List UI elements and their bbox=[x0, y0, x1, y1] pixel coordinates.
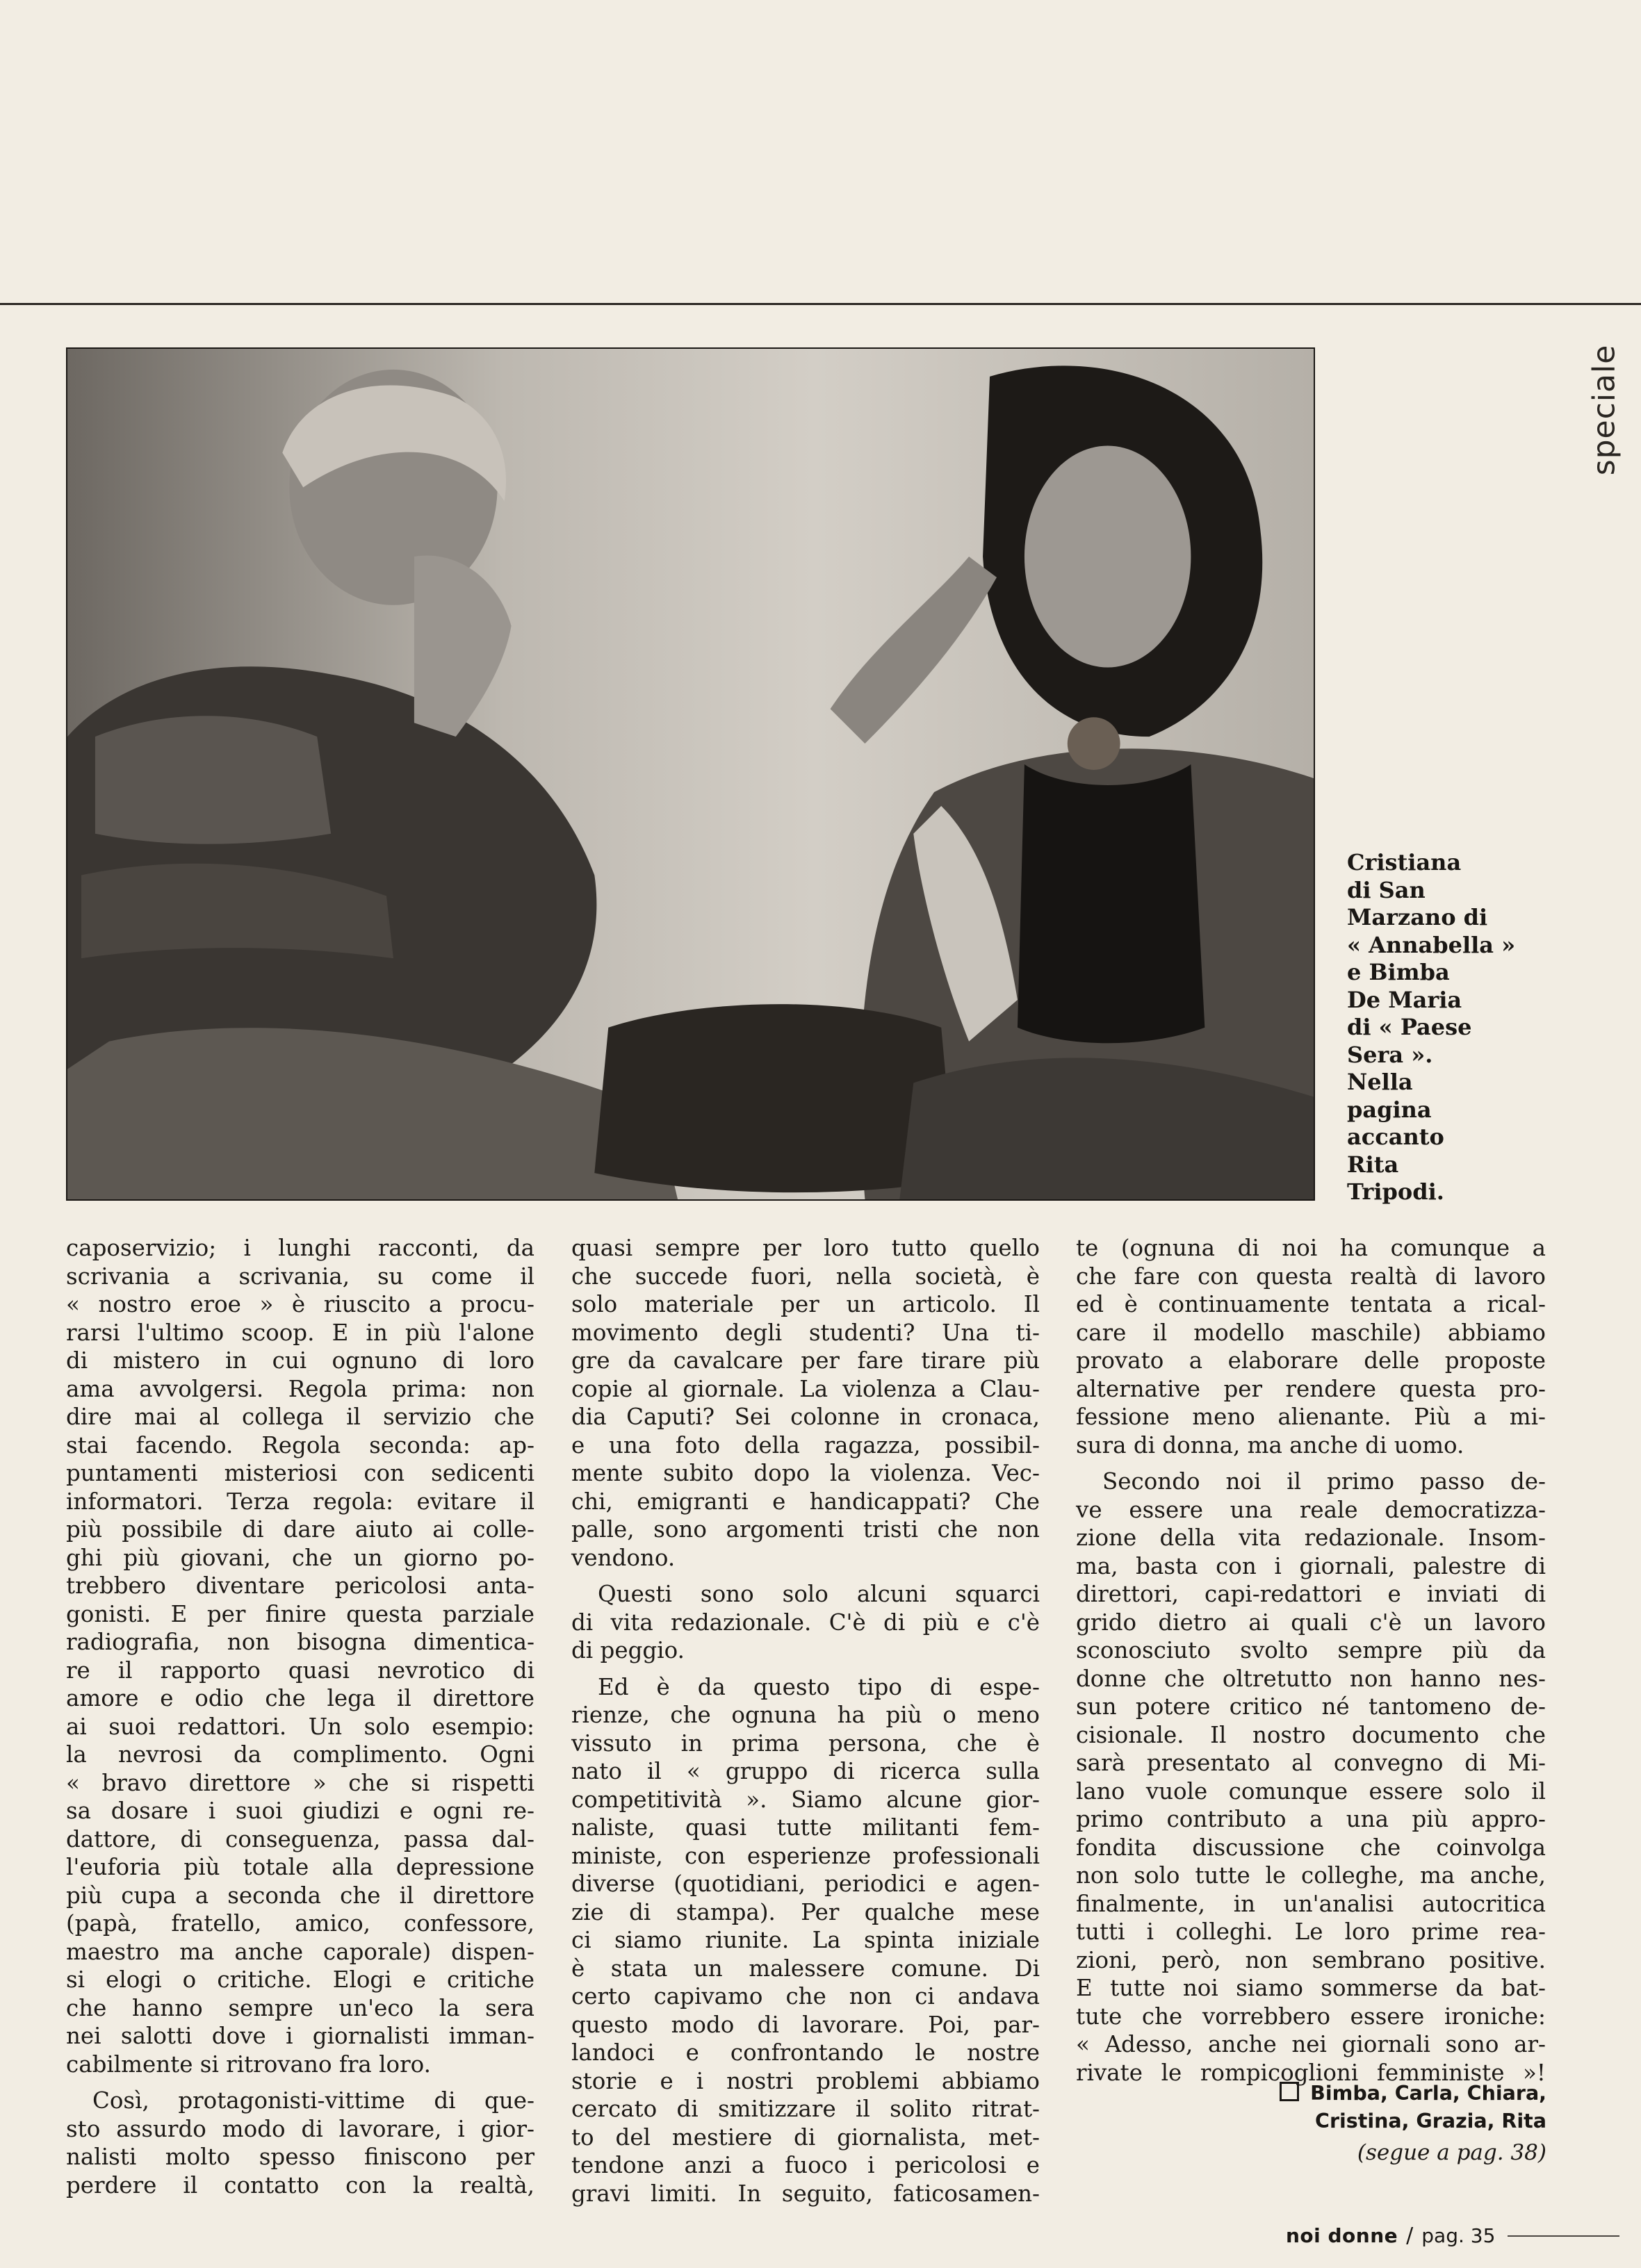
text-line: E tutte noi siamo sommerse da bat- bbox=[1076, 1975, 1546, 2001]
text-line: la nevrosi da complimento. Ogni bbox=[66, 1741, 534, 1768]
article-column-2 bbox=[571, 1234, 1040, 2208]
text-line: sura di donna, ma anche di uomo. bbox=[1076, 1431, 1464, 1458]
text-line: cisionale. Il nostro documento che bbox=[1076, 1721, 1546, 1748]
text-line: dia Caputi? Sei colonne in cronaca, bbox=[571, 1404, 1040, 1430]
section-label bbox=[1583, 299, 1625, 521]
text-line: puntamenti misteriosi con sedicenti bbox=[66, 1460, 534, 1486]
caption-line: Nella bbox=[1347, 1069, 1413, 1095]
text-line: fondita discussione che coinvolga bbox=[1076, 1834, 1546, 1861]
text-line: ai suoi redattori. Un solo esempio: bbox=[66, 1713, 534, 1740]
text-line: scrivania a scrivania, su come il bbox=[66, 1263, 534, 1290]
text-line: Così, protagonisti-vittime di que- bbox=[92, 2087, 534, 2114]
text-line: nato il « gruppo di ricerca sulla bbox=[571, 1758, 1040, 1784]
photo bbox=[66, 347, 1315, 1201]
text-line: stai facendo. Regola seconda: ap- bbox=[66, 1431, 534, 1458]
text-line: alternative per rendere questa pro- bbox=[1076, 1375, 1546, 1402]
text-line: amore e odio che lega il direttore bbox=[66, 1685, 534, 1711]
text-line: finalmente, in un'analisi autocritica bbox=[1076, 1890, 1546, 1917]
text-line: dattore, di conseguenza, passa dal- bbox=[66, 1825, 534, 1852]
text-line: gre da cavalcare per fare tirare più bbox=[571, 1347, 1040, 1374]
text-line: ci siamo riunite. La spinta iniziale bbox=[571, 1927, 1040, 1953]
text-line: nei salotti dove i giornalisti imman- bbox=[66, 2023, 534, 2049]
text-line: vendono. bbox=[571, 1544, 676, 1571]
text-line: di peggio. bbox=[571, 1637, 685, 1663]
text-line: dire mai al collega il servizio che bbox=[66, 1404, 534, 1430]
caption-line: e Bimba bbox=[1347, 959, 1450, 985]
caption-line: Tripodi. bbox=[1347, 1178, 1444, 1205]
text-line: tutti i colleghi. Le loro prime rea- bbox=[1076, 1918, 1546, 1945]
text-line: che fare con questa realtà di lavoro bbox=[1076, 1263, 1546, 1290]
text-line: gonisti. E per finire questa parziale bbox=[66, 1600, 534, 1627]
article-signature bbox=[1248, 2080, 1546, 2135]
text-line: Secondo noi il primo passo de- bbox=[1102, 1468, 1546, 1495]
text-line: di vita redazionale. C'è di più e c'è bbox=[571, 1609, 1040, 1636]
text-line: ma, basta con i giornali, palestre di bbox=[1076, 1552, 1546, 1579]
text-line: non solo tutte le colleghe, ma anche, bbox=[1076, 1862, 1546, 1889]
photo-two-women-talking-icon bbox=[67, 349, 1314, 1199]
end-square-icon bbox=[1280, 2082, 1299, 2101]
text-line: ve essere una reale democratizza- bbox=[1076, 1496, 1546, 1523]
text-line: di mistero in cui ognuno di loro bbox=[66, 1347, 534, 1374]
text-line: sa dosare i suoi giudizi e ogni re- bbox=[66, 1798, 534, 1824]
text-line: palle, sono argomenti tristi che non bbox=[571, 1516, 1040, 1543]
text-line: ama avvolgersi. Regola prima: non bbox=[66, 1375, 534, 1402]
text-line: storie e i nostri problemi abbiamo bbox=[571, 2067, 1040, 2094]
text-line: che hanno sempre un'eco la sera bbox=[66, 1994, 534, 2021]
text-line: cercato di smitizzare il solito ritrat- bbox=[571, 2096, 1040, 2122]
text-line: rarsi l'ultimo scoop. E in più l'alone bbox=[66, 1319, 534, 1346]
text-line: primo contributo a una più appro- bbox=[1076, 1806, 1546, 1832]
signature-line-1 bbox=[1248, 2080, 1546, 2107]
text-line: più possibile di dare aiuto ai colle- bbox=[66, 1516, 534, 1543]
caption-line: Rita bbox=[1347, 1151, 1399, 1178]
text-line: maestro ma anche caporale) dispen- bbox=[66, 1938, 534, 1965]
text-line: (papà, fratello, amico, confessore, bbox=[66, 1910, 534, 1937]
text-line: quasi sempre per loro tutto quello bbox=[571, 1235, 1040, 1261]
text-line: sconosciuto svolto sempre più da bbox=[1076, 1637, 1546, 1663]
text-line: direttori, capi-redattori e inviati di bbox=[1076, 1581, 1546, 1607]
text-line: fessione meno alienante. Più a mi- bbox=[1076, 1404, 1546, 1430]
text-line: « Adesso, anche nei giornali sono ar- bbox=[1076, 2031, 1546, 2057]
text-line: cabilmente si ritrovano fra loro. bbox=[66, 2051, 431, 2078]
text-line: lano vuole comunque essere solo il bbox=[1076, 1777, 1546, 1805]
text-line: ghi più giovani, che un giorno po- bbox=[66, 1544, 534, 1571]
caption-line: De Maria bbox=[1347, 986, 1462, 1013]
continued-note: (segue a pag. 38) bbox=[1357, 2140, 1546, 2165]
text-line: re il rapporto quasi nevrotico di bbox=[66, 1657, 534, 1684]
text-line: competitività ». Siamo alcune gior- bbox=[571, 1786, 1040, 1813]
caption-line: Marzano di bbox=[1347, 904, 1488, 930]
page-number: pag. 35 bbox=[1421, 2224, 1496, 2247]
text-line: mente subito dopo la violenza. Vec- bbox=[571, 1460, 1040, 1486]
text-line: ministe, con esperienze professionali bbox=[571, 1842, 1040, 1869]
top-rule bbox=[0, 303, 1641, 305]
text-line: sto assurdo modo di lavorare, i gior- bbox=[66, 2115, 534, 2142]
signature-names-1: Bimba, Carla, Chiara, bbox=[1310, 2082, 1546, 2105]
text-line: è stata un malessere comune. Di bbox=[571, 1955, 1040, 1982]
text-line: l'euforia più totale alla depressione bbox=[66, 1854, 534, 1880]
text-line: landoci e confrontando le nostre bbox=[571, 2039, 1040, 2066]
text-line: più cupa a seconda che il direttore bbox=[66, 1882, 534, 1909]
text-line: Questi sono solo alcuni squarci bbox=[598, 1581, 1040, 1607]
text-line: diverse (quotidiani, periodici e agen- bbox=[571, 1871, 1040, 1897]
text-line: caposervizio; i lunghi racconti, da bbox=[66, 1235, 534, 1261]
text-line: provato a elaborare delle proposte bbox=[1076, 1347, 1546, 1374]
text-line: zioni, però, non sembrano positive. bbox=[1076, 1946, 1546, 1973]
caption-line: pagina bbox=[1347, 1096, 1432, 1123]
text-line: tendone anzi a fuoco i pericolosi e bbox=[571, 2152, 1040, 2178]
footer-rule bbox=[1508, 2235, 1619, 2237]
text-line: perdere il contatto con la realtà, bbox=[66, 2171, 534, 2199]
text-line: ed è continuamente tentata a rical- bbox=[1076, 1291, 1546, 1317]
text-line: sarà presentato al convegno di Mi- bbox=[1076, 1750, 1546, 1776]
footer-slash: / bbox=[1406, 2224, 1414, 2248]
text-line: si elogi o critiche. Elogi e critiche bbox=[66, 1966, 534, 1993]
signature-names-2: Cristina, Grazia, Rita bbox=[1315, 2110, 1546, 2133]
caption-line: Sera ». bbox=[1347, 1041, 1433, 1068]
photo-caption bbox=[1347, 849, 1556, 1206]
page-footer bbox=[1286, 2224, 1619, 2248]
text-line: naliste, quasi tutte militanti fem- bbox=[571, 1814, 1040, 1841]
caption-line: « Annabella » bbox=[1347, 931, 1516, 958]
text-line: certo capivamo che non ci andava bbox=[571, 1983, 1040, 2010]
text-line: care il modello maschile) abbiamo bbox=[1076, 1319, 1546, 1346]
text-line: trebbero diventare pericolosi anta- bbox=[66, 1572, 534, 1599]
article-column-1 bbox=[66, 1234, 534, 2199]
text-line: donne che oltretutto non hanno nes- bbox=[1076, 1665, 1546, 1692]
text-line: informatori. Terza regola: evitare il bbox=[66, 1488, 534, 1515]
caption-line: di « Paese bbox=[1347, 1014, 1472, 1040]
text-line: solo materiale per un articolo. Il bbox=[571, 1291, 1040, 1317]
text-line: zione della vita redazionale. Insom- bbox=[1076, 1525, 1546, 1551]
text-line: movimento degli studenti? Una ti- bbox=[571, 1319, 1040, 1346]
text-line: rienze, che ognuna ha più o meno bbox=[571, 1702, 1040, 1728]
text-line: zie di stampa). Per qualche mese bbox=[571, 1898, 1040, 1925]
text-line: grido dietro ai quali c'è un lavoro bbox=[1076, 1609, 1546, 1636]
text-line: to del mestiere di giornalista, met- bbox=[571, 2123, 1040, 2151]
caption-line: Cristiana bbox=[1347, 849, 1462, 876]
caption-line: di San bbox=[1347, 876, 1426, 903]
text-line: questo modo di lavorare. Poi, par- bbox=[571, 2011, 1040, 2038]
text-line: vissuto in prima persona, che è bbox=[571, 1729, 1040, 1757]
article-column-3 bbox=[1076, 1234, 1546, 2087]
text-line: sun potere critico né tantomeno de- bbox=[1076, 1693, 1546, 1720]
text-line: e una foto della ragazza, possibil- bbox=[571, 1431, 1040, 1458]
text-line: che succede fuori, nella società, è bbox=[571, 1263, 1040, 1290]
section-label-text: speciale bbox=[1586, 344, 1622, 476]
text-line: copie al giornale. La violenza a Clau- bbox=[571, 1375, 1040, 1402]
text-line: gravi limiti. In seguito, faticosamen- bbox=[571, 2180, 1040, 2207]
text-line: te (ognuna di noi ha comunque a bbox=[1076, 1235, 1546, 1261]
text-line: « nostro eroe » è riuscito a procu- bbox=[66, 1291, 534, 1317]
text-line: Ed è da questo tipo di espe- bbox=[598, 1673, 1040, 1700]
caption-line: accanto bbox=[1347, 1124, 1444, 1150]
text-line: chi, emigranti e handicappati? Che bbox=[571, 1488, 1040, 1515]
text-line: « bravo direttore » che si rispetti bbox=[66, 1769, 534, 1796]
text-line: tute che vorrebbero essere ironiche: bbox=[1076, 2003, 1546, 2030]
magazine-name: noi donne bbox=[1286, 2224, 1398, 2247]
text-line: radiografia, non bisogna dimentica- bbox=[66, 1629, 534, 1655]
text-line: nalisti molto spesso finiscono per bbox=[66, 2144, 534, 2170]
text-line: rivate le rompicoglioni femministe »! bbox=[1076, 2059, 1546, 2086]
